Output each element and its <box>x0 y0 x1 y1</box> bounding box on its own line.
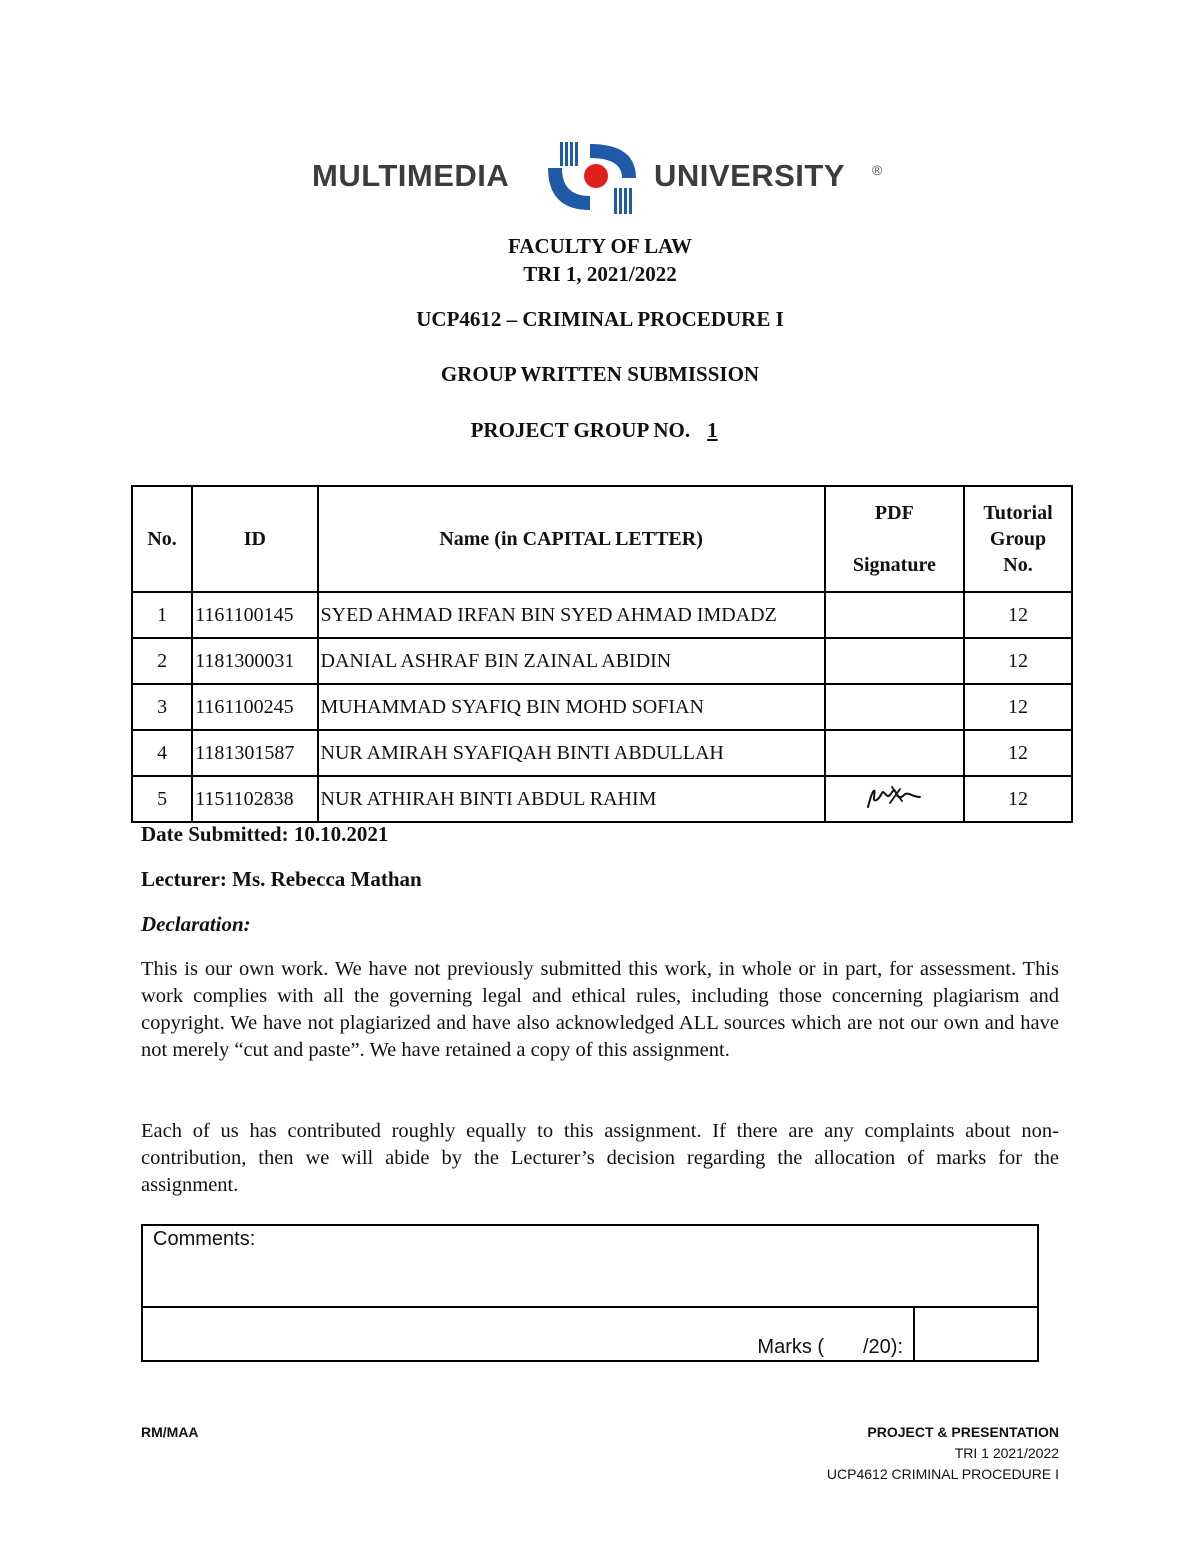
comments-label: Comments: <box>153 1228 256 1250</box>
row-name: NUR AMIRAH SYAFIQAH BINTI ABDULLAH <box>318 730 825 776</box>
header-tutorial-group <box>964 486 1072 592</box>
date-submitted: Date Submitted: 10.10.2021 <box>141 822 389 846</box>
row-no: 4 <box>132 730 192 776</box>
row-id: 1151102838 <box>192 776 317 822</box>
declaration-paragraph-2: Each of us has contributed roughly equally to this assignment. If there are any complaints about non-contribution, then we will abide by the Lecturer’s decision regarding the allocation of marks for the assignment. <box>141 1120 1059 1196</box>
row-group: 12 <box>964 684 1072 730</box>
header-signature <box>825 486 964 592</box>
row-signature-cell <box>825 730 964 776</box>
declaration-title: Declaration: <box>141 912 251 936</box>
marks-divider <box>913 1308 915 1362</box>
row-name: NUR ATHIRAH BINTI ABDUL RAHIM <box>318 776 825 822</box>
project-group-label: PROJECT GROUP NO. <box>470 418 691 442</box>
footer-right-line3: UCP4612 CRIMINAL PROCEDURE I <box>826 1466 1059 1482</box>
row-id: 1161100245 <box>192 684 317 730</box>
row-name: DANIAL ASHRAF BIN ZAINAL ABIDIN <box>318 638 825 684</box>
university-emblem-icon <box>544 138 654 218</box>
row-signature-cell <box>825 684 964 730</box>
project-group-line <box>0 418 1200 443</box>
row-no: 5 <box>132 776 192 822</box>
row-group: 12 <box>964 638 1072 684</box>
row-id: 1181301587 <box>192 730 317 776</box>
row-signature-cell <box>825 592 964 638</box>
row-group: 12 <box>964 776 1072 822</box>
marks-label: Marks ( /20): <box>757 1336 903 1358</box>
row-no: 1 <box>132 592 192 638</box>
handwritten-signature-icon <box>862 781 926 811</box>
submission-type: GROUP WRITTEN SUBMISSION <box>440 362 760 386</box>
footer-right <box>827 1422 1059 1485</box>
trimester-title: TRI 1, 2021/2022 <box>523 262 677 286</box>
table-row <box>132 592 1072 638</box>
logo-left-word: MULTIMEDIA <box>312 158 510 193</box>
table-row <box>132 730 1072 776</box>
row-name: MUHAMMAD SYAFIQ BIN MOHD SOFIAN <box>318 684 825 730</box>
members-table <box>131 485 1073 823</box>
table-row <box>132 776 1072 822</box>
declaration-paragraph-1: This is our own work. We have not previously submitted this work, in whole or in part, for assessment. This work complies with all the governing legal and ethical rules, including those concerning plagiarism and copyright. We have not plagiarized and have also acknowledged ALL sources which are not our own and have not merely “cut and paste”. We have retained a copy of this assignment. <box>141 958 1059 1061</box>
registered-mark: ® <box>872 162 883 178</box>
logo-right-word: UNIVERSITY <box>654 158 846 193</box>
faculty-title: FACULTY OF LAW <box>508 234 692 258</box>
row-no: 3 <box>132 684 192 730</box>
project-group-number: 1 <box>707 418 718 442</box>
comments-area <box>143 1226 1037 1308</box>
header-signature-line1: PDF <box>874 502 914 524</box>
university-logo <box>312 138 892 218</box>
header-group-line2: Group <box>989 528 1047 550</box>
row-signature-cell <box>825 776 964 822</box>
header-signature-line2: Signature <box>852 554 936 576</box>
header-name: Name (in CAPITAL LETTER) <box>318 486 825 592</box>
header-group-line3: No. <box>1003 554 1033 576</box>
footer-right-line1: PROJECT & PRESENTATION <box>867 1424 1059 1440</box>
header-no: No. <box>132 486 192 592</box>
row-id: 1181300031 <box>192 638 317 684</box>
row-group: 12 <box>964 592 1072 638</box>
table-row <box>132 684 1072 730</box>
row-signature-cell <box>825 638 964 684</box>
row-id: 1161100145 <box>192 592 317 638</box>
comments-box <box>141 1224 1039 1362</box>
row-no: 2 <box>132 638 192 684</box>
header-group-line1: Tutorial <box>983 502 1053 524</box>
row-group: 12 <box>964 730 1072 776</box>
header-id: ID <box>192 486 317 592</box>
row-name: SYED AHMAD IRFAN BIN SYED AHMAD IMDADZ <box>318 592 825 638</box>
table-row <box>132 638 1072 684</box>
footer-right-line2: TRI 1 2021/2022 <box>954 1445 1059 1461</box>
table-header-row <box>132 486 1072 592</box>
footer-left: RM/MAA <box>141 1424 199 1440</box>
course-title: UCP4612 – CRIMINAL PROCEDURE I <box>416 307 784 331</box>
lecturer-name: Lecturer: Ms. Rebecca Mathan <box>141 867 422 891</box>
